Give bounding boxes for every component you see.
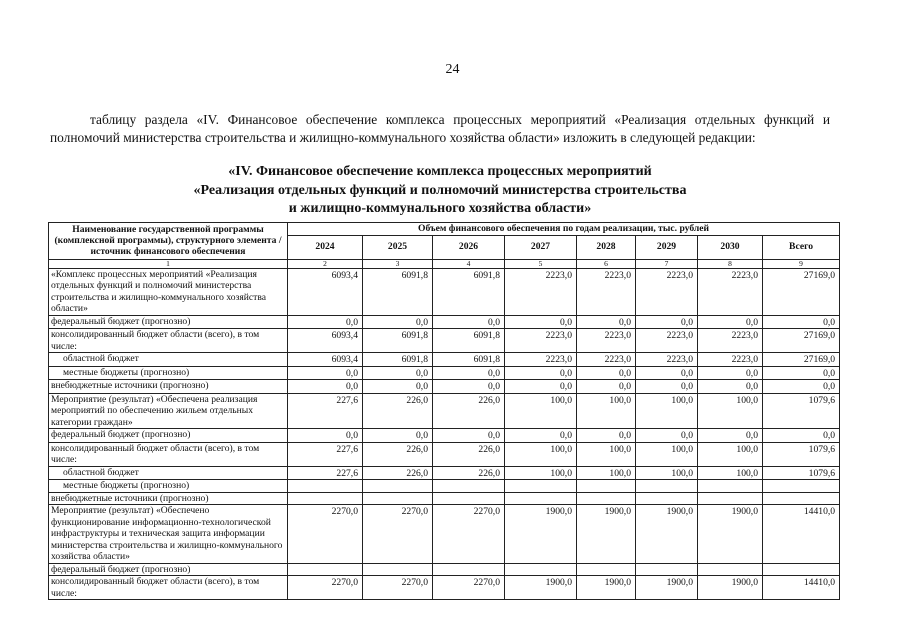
section-heading xyxy=(50,163,830,219)
row-value xyxy=(505,480,577,493)
row-value: 226,0 xyxy=(363,466,433,480)
row-value xyxy=(636,492,698,505)
row-label: областной бюджет xyxy=(49,353,288,367)
row-label: консолидированный бюджет области (всего), в том числе: xyxy=(49,576,288,600)
row-value: 27169,0 xyxy=(763,329,840,353)
row-value: 227,6 xyxy=(288,466,363,480)
row-value: 226,0 xyxy=(433,393,505,429)
header-name-cell: Наименование государственной программы (комплексной программы), структурного элемента / источник финансового обеспечения xyxy=(49,223,288,260)
section-heading-line-1: «IV. Финансовое обеспечение комплекса процессных мероприятий xyxy=(228,164,652,179)
row-value: 0,0 xyxy=(433,315,505,329)
table-row xyxy=(49,268,840,315)
row-value: 100,0 xyxy=(698,442,763,466)
header-year-0: 2024 xyxy=(288,235,363,259)
column-number-1: 2 xyxy=(288,259,363,268)
row-value: 6091,8 xyxy=(433,268,505,315)
row-value: 2223,0 xyxy=(698,353,763,367)
row-value xyxy=(363,480,433,493)
row-value: 6091,8 xyxy=(363,268,433,315)
row-label: консолидированный бюджет области (всего), в том числе: xyxy=(49,329,288,353)
row-value: 100,0 xyxy=(636,466,698,480)
row-value: 227,6 xyxy=(288,393,363,429)
row-value: 100,0 xyxy=(505,442,577,466)
row-value: 226,0 xyxy=(433,466,505,480)
row-value: 6091,8 xyxy=(433,353,505,367)
row-value: 100,0 xyxy=(577,393,636,429)
header-year-6: 2030 xyxy=(698,235,763,259)
table-row xyxy=(49,466,840,480)
row-value: 227,6 xyxy=(288,442,363,466)
row-value: 0,0 xyxy=(763,366,840,380)
row-value: 6091,8 xyxy=(363,329,433,353)
column-number-8: 9 xyxy=(763,259,840,268)
row-value: 14410,0 xyxy=(763,576,840,600)
intro-paragraph: таблицу раздела «IV. Финансовое обеспечение комплекса процессных мероприятий «Реализация отдельных функций и полномочий министерства строительства и жилищно-коммунального хозяйства области» изложить в следующей редакции: xyxy=(50,112,830,145)
row-value: 0,0 xyxy=(433,366,505,380)
row-label: «Комплекс процессных мероприятий «Реализация отдельных функций и полномочий министерства строительства и жилищно-коммунального хозяйства области» xyxy=(49,268,288,315)
section-heading-line-3: и жилищно-коммунального хозяйства области» xyxy=(288,201,592,216)
table-row xyxy=(49,353,840,367)
row-value: 0,0 xyxy=(433,380,505,394)
row-value: 100,0 xyxy=(577,442,636,466)
table-row xyxy=(49,505,840,564)
row-value xyxy=(763,492,840,505)
row-value: 0,0 xyxy=(288,366,363,380)
header-year-3: 2027 xyxy=(505,235,577,259)
row-value: 0,0 xyxy=(577,366,636,380)
row-value: 0,0 xyxy=(363,315,433,329)
header-year-2: 2026 xyxy=(433,235,505,259)
row-value xyxy=(763,563,840,576)
row-value: 0,0 xyxy=(363,429,433,443)
row-value: 0,0 xyxy=(636,380,698,394)
header-group-cell: Объем финансового обеспечения по годам реализации, тыс. рублей xyxy=(288,223,840,236)
row-value: 0,0 xyxy=(577,315,636,329)
row-value xyxy=(433,492,505,505)
row-label: консолидированный бюджет области (всего), в том числе: xyxy=(49,442,288,466)
header-year-4: 2028 xyxy=(577,235,636,259)
column-number-5: 6 xyxy=(577,259,636,268)
row-value: 0,0 xyxy=(577,429,636,443)
row-value: 6093,4 xyxy=(288,353,363,367)
row-value: 0,0 xyxy=(505,366,577,380)
table-row xyxy=(49,492,840,505)
row-label: местные бюджеты (прогнозно) xyxy=(49,480,288,493)
row-value: 0,0 xyxy=(288,429,363,443)
row-value xyxy=(698,480,763,493)
row-value xyxy=(636,480,698,493)
table-body xyxy=(49,268,840,600)
row-value: 2223,0 xyxy=(505,268,577,315)
row-label: Мероприятие (результат) «Обеспечена реализация мероприятий по обеспечению жильем отдельных категории граждан» xyxy=(49,393,288,429)
row-label: Мероприятие (результат) «Обеспечено функционирование информационно-технологической инфраструктуры и техническая защита информации министерства строительства и жилищно-коммунального хозяйства области» xyxy=(49,505,288,564)
row-value: 2223,0 xyxy=(636,268,698,315)
row-value: 100,0 xyxy=(636,442,698,466)
header-year-1: 2025 xyxy=(363,235,433,259)
column-number-6: 7 xyxy=(636,259,698,268)
row-value: 226,0 xyxy=(363,442,433,466)
row-value: 1079,6 xyxy=(763,466,840,480)
row-value: 0,0 xyxy=(698,315,763,329)
table-row xyxy=(49,315,840,329)
row-value: 100,0 xyxy=(698,393,763,429)
row-value: 1079,6 xyxy=(763,393,840,429)
table-row xyxy=(49,329,840,353)
row-value: 2270,0 xyxy=(363,505,433,564)
row-value: 0,0 xyxy=(505,380,577,394)
row-value xyxy=(505,563,577,576)
table-row xyxy=(49,576,840,600)
row-value: 100,0 xyxy=(636,393,698,429)
row-value xyxy=(363,492,433,505)
row-value: 0,0 xyxy=(763,429,840,443)
row-value: 0,0 xyxy=(698,366,763,380)
row-value: 0,0 xyxy=(288,380,363,394)
row-value: 2270,0 xyxy=(288,576,363,600)
row-value: 2223,0 xyxy=(505,329,577,353)
row-value: 1900,0 xyxy=(636,576,698,600)
row-value xyxy=(577,480,636,493)
row-value: 1900,0 xyxy=(636,505,698,564)
row-label: федеральный бюджет (прогнозно) xyxy=(49,429,288,443)
row-value: 1900,0 xyxy=(698,576,763,600)
column-numbers-row xyxy=(49,259,840,268)
row-value: 0,0 xyxy=(636,315,698,329)
table-row xyxy=(49,429,840,443)
row-value: 1079,6 xyxy=(763,442,840,466)
financing-table xyxy=(48,222,840,600)
row-value: 0,0 xyxy=(698,380,763,394)
row-value: 0,0 xyxy=(763,315,840,329)
row-value: 1900,0 xyxy=(577,505,636,564)
table-row xyxy=(49,393,840,429)
row-value: 0,0 xyxy=(505,315,577,329)
table-row xyxy=(49,442,840,466)
row-value xyxy=(288,492,363,505)
row-value: 1900,0 xyxy=(698,505,763,564)
table-row xyxy=(49,366,840,380)
row-value: 2223,0 xyxy=(636,329,698,353)
row-label: федеральный бюджет (прогнозно) xyxy=(49,315,288,329)
row-value: 0,0 xyxy=(698,429,763,443)
row-value: 0,0 xyxy=(636,429,698,443)
row-label: внебюджетные источники (прогнозно) xyxy=(49,380,288,394)
table-row xyxy=(49,480,840,493)
table-row xyxy=(49,380,840,394)
column-number-4: 5 xyxy=(505,259,577,268)
row-value: 6093,4 xyxy=(288,268,363,315)
row-value: 226,0 xyxy=(433,442,505,466)
row-value: 0,0 xyxy=(433,429,505,443)
row-value: 100,0 xyxy=(505,466,577,480)
row-value: 6091,8 xyxy=(363,353,433,367)
row-value xyxy=(577,492,636,505)
row-value: 2223,0 xyxy=(636,353,698,367)
row-value: 2270,0 xyxy=(433,505,505,564)
row-value: 0,0 xyxy=(363,366,433,380)
row-value: 2270,0 xyxy=(433,576,505,600)
row-value: 27169,0 xyxy=(763,268,840,315)
row-value: 0,0 xyxy=(505,429,577,443)
row-value xyxy=(288,480,363,493)
row-value xyxy=(505,492,577,505)
row-value: 27169,0 xyxy=(763,353,840,367)
row-value: 2223,0 xyxy=(577,353,636,367)
row-value: 100,0 xyxy=(698,466,763,480)
row-value xyxy=(577,563,636,576)
column-number-7: 8 xyxy=(698,259,763,268)
column-number-0: 1 xyxy=(49,259,288,268)
row-value: 0,0 xyxy=(577,380,636,394)
row-value xyxy=(288,563,363,576)
row-value: 0,0 xyxy=(763,380,840,394)
row-value: 226,0 xyxy=(363,393,433,429)
row-value: 6091,8 xyxy=(433,329,505,353)
row-value xyxy=(636,563,698,576)
row-value xyxy=(763,480,840,493)
row-value: 6093,4 xyxy=(288,329,363,353)
page-number: 24 xyxy=(445,62,460,77)
row-value: 100,0 xyxy=(577,466,636,480)
row-value: 0,0 xyxy=(363,380,433,394)
row-label: внебюджетные источники (прогнозно) xyxy=(49,492,288,505)
row-value: 1900,0 xyxy=(505,505,577,564)
row-label: местные бюджеты (прогнозно) xyxy=(49,366,288,380)
row-value: 2270,0 xyxy=(363,576,433,600)
row-label: областной бюджет xyxy=(49,466,288,480)
row-value: 2223,0 xyxy=(698,329,763,353)
column-number-2: 3 xyxy=(363,259,433,268)
row-value: 0,0 xyxy=(636,366,698,380)
row-value: 100,0 xyxy=(505,393,577,429)
row-value: 1900,0 xyxy=(505,576,577,600)
row-value xyxy=(433,563,505,576)
row-value: 2223,0 xyxy=(577,329,636,353)
table-row xyxy=(49,563,840,576)
row-value xyxy=(698,563,763,576)
row-value: 14410,0 xyxy=(763,505,840,564)
row-value: 2270,0 xyxy=(288,505,363,564)
row-value: 2223,0 xyxy=(577,268,636,315)
row-value: 2223,0 xyxy=(505,353,577,367)
row-value: 0,0 xyxy=(288,315,363,329)
row-value xyxy=(363,563,433,576)
header-year-5: 2029 xyxy=(636,235,698,259)
row-value xyxy=(698,492,763,505)
row-value: 1900,0 xyxy=(577,576,636,600)
column-number-3: 4 xyxy=(433,259,505,268)
row-value: 2223,0 xyxy=(698,268,763,315)
header-year-7: Всего xyxy=(763,235,840,259)
row-value xyxy=(433,480,505,493)
section-heading-line-2: «Реализация отдельных функций и полномочий министерства строительства xyxy=(193,182,687,198)
row-label: федеральный бюджет (прогнозно) xyxy=(49,563,288,576)
